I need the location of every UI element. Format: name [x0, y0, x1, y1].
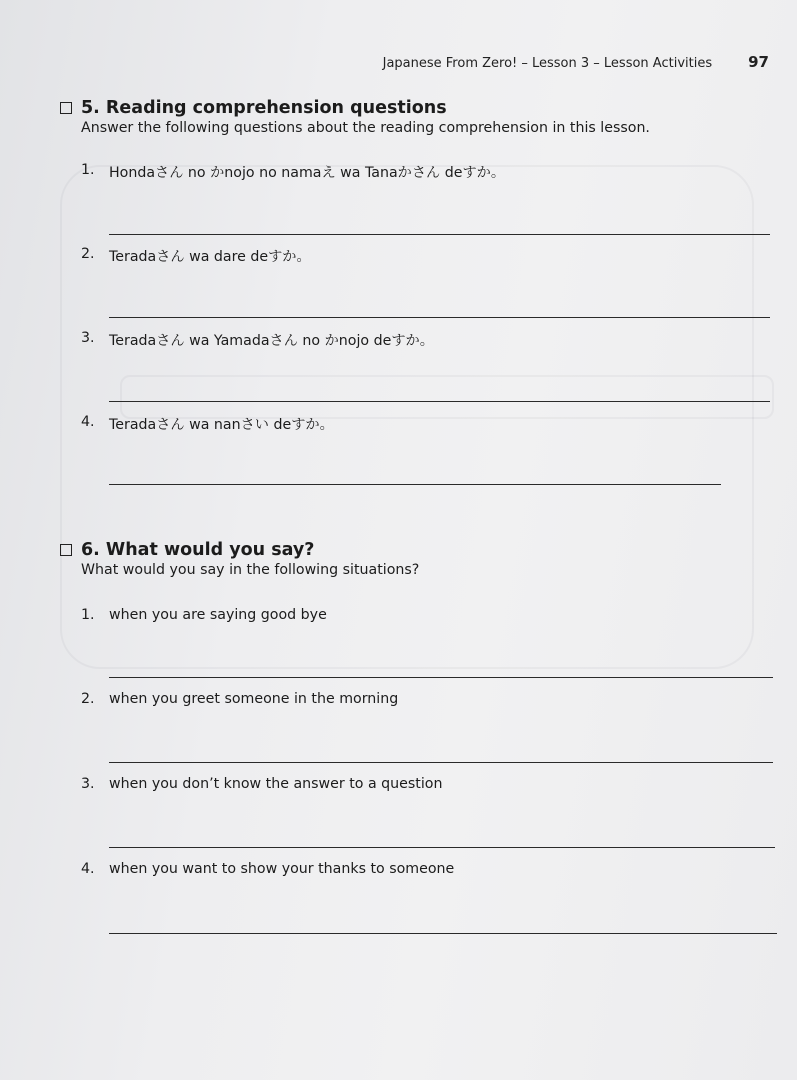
- page-number: 97: [748, 53, 769, 71]
- question-6-1: [81, 607, 327, 623]
- question-text: Teradaさん wa nanさい deすか。: [109, 417, 334, 433]
- running-header: [383, 53, 769, 71]
- answer-line[interactable]: [109, 234, 770, 235]
- question-text: Teradaさん wa Yamadaさん no かnojo deすか。: [109, 333, 434, 349]
- section-5-heading: [60, 98, 650, 118]
- question-5-4: [81, 414, 334, 434]
- question-6-3: [81, 776, 442, 792]
- section-5-instruction: Answer the following questions about the reading comprehension in this lesson.: [81, 120, 650, 136]
- section-5-title: 5. Reading comprehension questions: [81, 98, 447, 118]
- question-number: 4.: [81, 414, 95, 430]
- question-number: 2.: [81, 691, 95, 707]
- answer-line[interactable]: [109, 401, 770, 402]
- question-text: Teradaさん wa dare deすか。: [109, 249, 311, 265]
- question-6-4: [81, 861, 454, 877]
- answer-line[interactable]: [109, 762, 773, 763]
- running-title: Japanese From Zero! – Lesson 3 – Lesson Activities: [382, 56, 713, 71]
- section-6-instruction: What would you say in the following situations?: [81, 562, 420, 578]
- section-what-would-you-say: [60, 540, 419, 578]
- question-text: when you don’t know the answer to a question: [109, 776, 443, 792]
- checkbox-icon[interactable]: [60, 102, 72, 114]
- question-5-2: [81, 246, 311, 266]
- question-text: Hondaさん no かnojo no namaえ wa Tanaかさん deすか。: [109, 165, 506, 181]
- question-number: 1.: [81, 162, 95, 178]
- answer-line[interactable]: [109, 677, 773, 678]
- question-number: 1.: [81, 607, 95, 623]
- question-number: 4.: [81, 861, 95, 877]
- checkbox-icon[interactable]: [60, 544, 72, 556]
- bleed-through-box: [120, 375, 774, 419]
- section-6-title: 6. What would you say?: [81, 540, 315, 560]
- question-5-1: [81, 162, 505, 182]
- answer-line[interactable]: [109, 847, 775, 848]
- question-number: 2.: [81, 246, 95, 262]
- question-text: when you are saying good bye: [109, 607, 327, 623]
- question-number: 3.: [81, 776, 95, 792]
- question-number: 3.: [81, 330, 95, 346]
- answer-line[interactable]: [109, 484, 721, 485]
- section-reading-comprehension: [60, 98, 650, 136]
- section-6-heading: [60, 540, 419, 560]
- question-5-3: [81, 330, 434, 350]
- answer-line[interactable]: [109, 933, 777, 934]
- question-text: when you want to show your thanks to someone: [109, 861, 455, 877]
- question-6-2: [81, 691, 398, 707]
- answer-line[interactable]: [109, 317, 770, 318]
- question-text: when you greet someone in the morning: [109, 691, 399, 707]
